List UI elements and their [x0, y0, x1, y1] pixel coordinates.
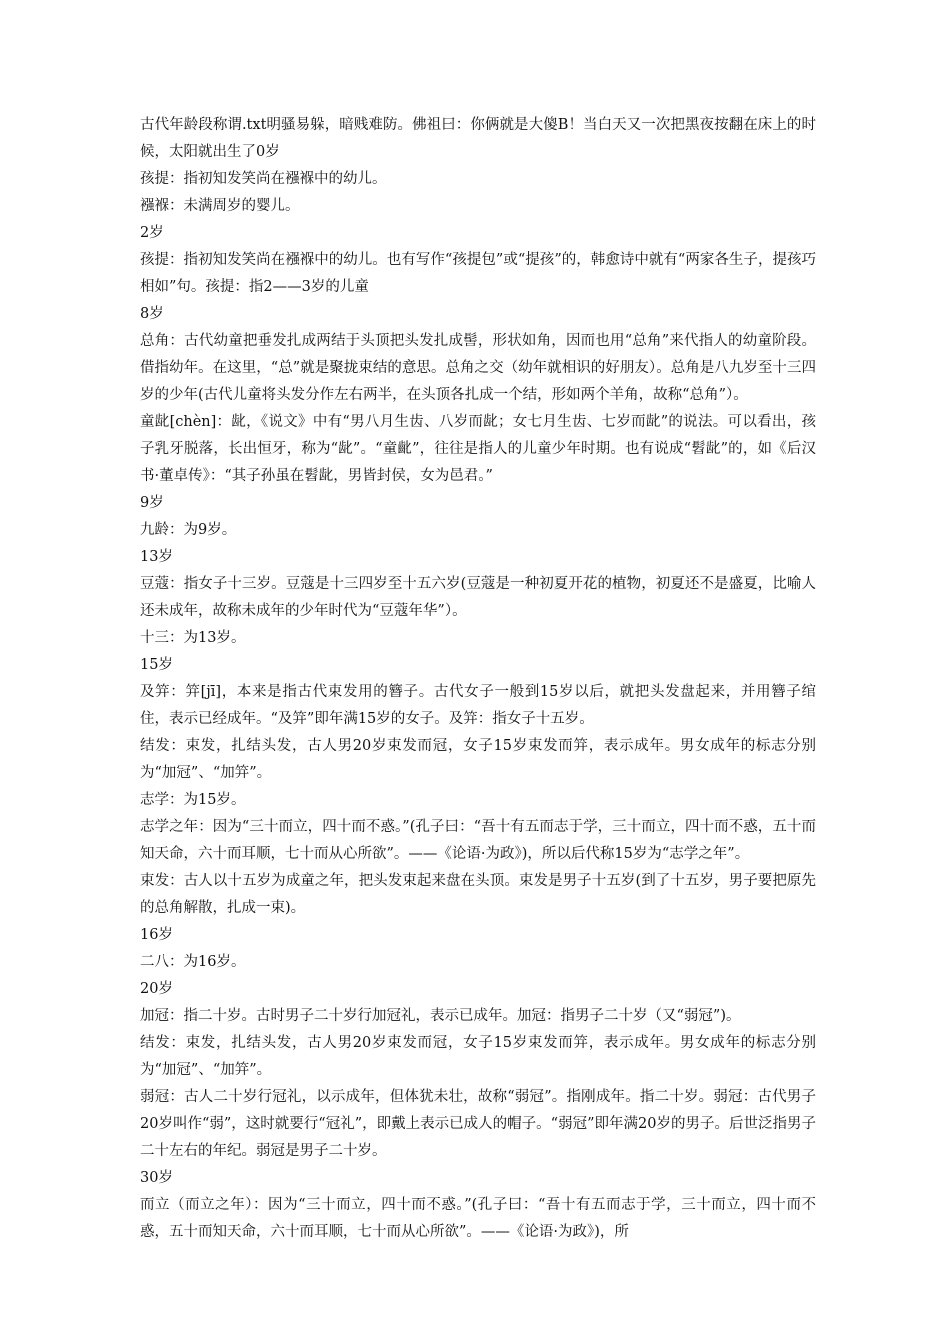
paragraph: 结发：束发，扎结头发，古人男20岁束发而冠，女子15岁束发而笄，表示成年。男女成年的标志分别为“加冠”、“加笄”。 [140, 738, 816, 781]
paragraph: 二八：为16岁。 [140, 954, 246, 970]
age-heading: 13岁 [140, 549, 173, 565]
paragraph: 孩提：指初知发笑尚在襁褓中的幼儿。也有写作“孩提包”或“提孩”的，韩愈诗中就有“两家各生子，提孩巧相如”句。孩提：指2——3岁的儿童 [140, 252, 816, 295]
paragraph: 十三：为13岁。 [140, 630, 246, 646]
age-heading: 2岁 [140, 225, 164, 241]
paragraph: 九龄：为9岁。 [140, 522, 237, 538]
paragraph: 孩提：指初知发笑尚在襁褓中的幼儿。 [140, 171, 387, 187]
paragraph: 束发：古人以十五岁为成童之年，把头发束起来盘在头顶。束发是男子十五岁(到了十五岁，男子要把原先的总角解散，扎成一束)。 [140, 873, 816, 916]
age-heading: 20岁 [140, 981, 173, 997]
paragraph: 及笄：笄[jī]，本来是指古代束发用的簪子。古代女子一般到15岁以后，就把头发盘起来，并用簪子绾住，表示已经成年。“及笄”即年满15岁的女子。及笄：指女子十五岁。 [140, 684, 816, 727]
age-heading: 8岁 [140, 306, 164, 322]
document-body [140, 112, 816, 1246]
paragraph: 志学之年：因为“三十而立，四十而不惑。”(孔子曰：“吾十有五而志于学，三十而立，四十而不惑，五十而知天命，六十而耳顺，七十而从心所欲”。——《论语·为政》)，所以后代称15岁为“志学之年”。 [140, 819, 816, 862]
paragraph: 弱冠：古人二十岁行冠礼，以示成年，但体犹未壮，故称“弱冠”。指刚成年。指二十岁。弱冠：古代男子20岁叫作“弱”，这时就要行“冠礼”，即戴上表示已成人的帽子。“弱冠”即年满20岁的男子。后世泛指男子二十左右的年纪。弱冠是男子二十岁。 [140, 1089, 816, 1159]
age-heading: 9岁 [140, 495, 164, 511]
paragraph: 总角：古代幼童把垂发扎成两结于头顶把头发扎成髻，形状如角，因而也用“总角”来代指人的幼童阶段。借指幼年。在这里，“总”就是聚拢束结的意思。总角之交（幼年就相识的好朋友）。总角是八九岁至十三四岁的少年(古代儿童将头发分作左右两半，在头顶各扎成一个结，形如两个羊角，故称“总角”）。 [140, 333, 816, 403]
age-heading: 16岁 [140, 927, 173, 943]
paragraph: 古代年龄段称谓.txt明骚易躲，暗贱难防。佛祖曰：你俩就是大傻B！当白天又一次把黑夜按翻在床上的时候，太阳就出生了0岁 [140, 117, 816, 160]
age-heading: 30岁 [140, 1170, 173, 1186]
age-heading: 15岁 [140, 657, 173, 673]
paragraph: 童龀[chèn]：龀，《说文》中有“男八月生齿、八岁而龀；女七月生齿、七岁而龀”的说法。可以看出，孩子乳牙脱落，长出恒牙，称为“龀”。“童齔”，往往是指人的儿童少年时期。也有说成“髫龀”的，如《后汉书·董卓传》：“其子孙虽在髫龀，男皆封侯，女为邑君。” [140, 414, 816, 484]
paragraph: 结发：束发，扎结头发，古人男20岁束发而冠，女子15岁束发而笄，表示成年。男女成年的标志分别为“加冠”、“加笄”。 [140, 1035, 816, 1078]
paragraph: 而立（而立之年）：因为“三十而立，四十而不惑。”(孔子曰：“吾十有五而志于学，三十而立，四十而不惑，五十而知天命，六十而耳顺，七十而从心所欲”。——《论语·为政》)，所 [140, 1197, 816, 1240]
paragraph: 志学：为15岁。 [140, 792, 246, 808]
paragraph: 豆蔻：指女子十三岁。豆蔻是十三四岁至十五六岁(豆蔻是一种初夏开花的植物，初夏还不是盛夏，比喻人还未成年，故称未成年的少年时代为“豆蔻年华”）。 [140, 576, 816, 619]
paragraph: 加冠：指二十岁。古时男子二十岁行加冠礼，表示已成年。加冠：指男子二十岁（又“弱冠”)。 [140, 1008, 741, 1024]
paragraph: 襁褓：未满周岁的婴儿。 [140, 198, 300, 214]
